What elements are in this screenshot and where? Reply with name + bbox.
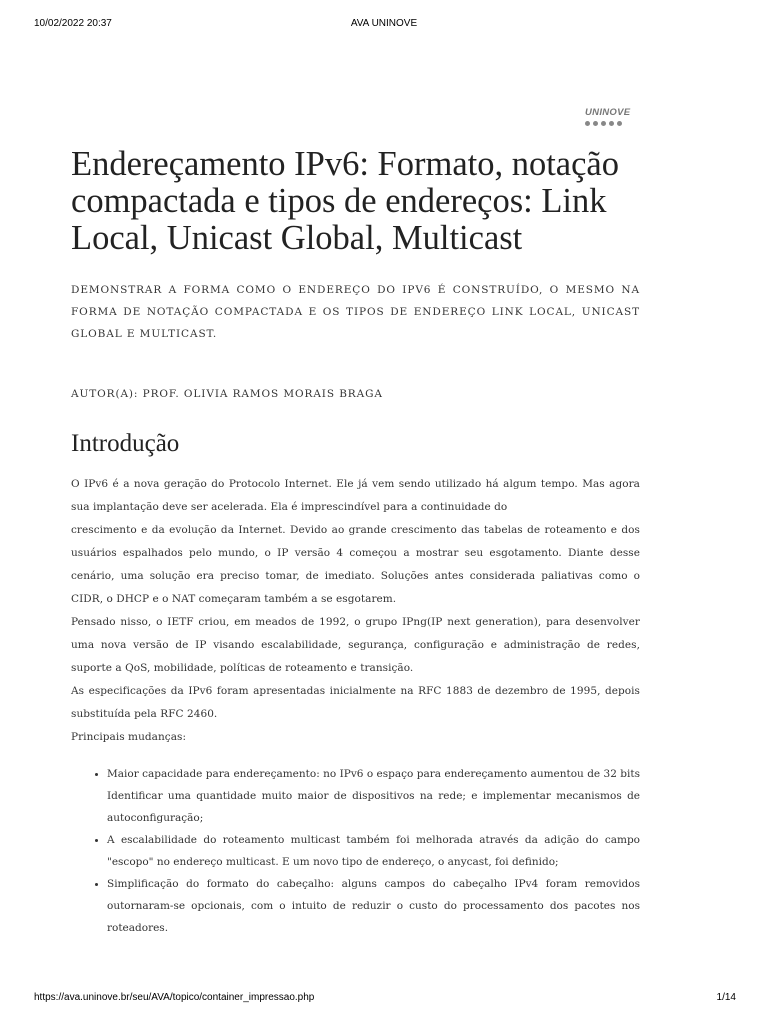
paragraph: Pensado nisso, o IETF criou, em meados de 1992, o grupo IPng(IP next generation), para desenvolver uma nova versão de IP visando escalabilidade, segurança, configuração e administração de redes, suporte a QoS, mobilidade, políticas de roteamento e transição.	[71, 616, 640, 674]
paragraph: Principais mudanças:	[71, 731, 187, 743]
paragraph: As especificações da IPv6 foram apresentadas inicialmente na RFC 1883 de dezembro de 1995, depois substituída pela RFC 2460.	[71, 685, 640, 720]
print-url: https://ava.uninove.br/seu/AVA/topico/container_impressao.php	[34, 992, 315, 1003]
article-body	[71, 473, 640, 749]
article-title: Endereçamento IPv6: Formato, notação compactada e tipos de endereços: Link Local, Unicast Global, Multicast	[71, 145, 619, 257]
logo-text: UNINOVE	[585, 107, 631, 118]
article-author: AUTOR(A): PROF. OLIVIA RAMOS MORAIS BRAGA	[71, 388, 383, 400]
list-item: • Maior capacidade para endereçamento: no IPv6 o espaço para endereçamento aumentou de 32 bits Identificar uma quantidade muito maior de dispositivos na rede; e implementar mecanismos de autoconfiguração;	[107, 763, 640, 829]
print-footer	[0, 992, 768, 1006]
print-datetime: 10/02/2022 20:37	[34, 18, 112, 29]
logo-dots	[585, 121, 637, 126]
page-number: 1/14	[716, 992, 736, 1003]
list-item: • A escalabilidade do roteamento multicast também foi melhorada através da adição do campo "escopo" no endereço multicast. E um novo tipo de endereço, o anycast, foi definido;	[107, 829, 640, 873]
changes-list	[71, 763, 640, 939]
uninove-logo	[585, 108, 637, 128]
article-subtitle: DEMONSTRAR A FORMA COMO O ENDEREÇO DO IPV6 É CONSTRUÍDO, O MESMO NA FORMA DE NOTAÇÃO COMPACTADA E OS TIPOS DE ENDEREÇO LINK LOCAL, UNICAST GLOBAL E MULTICAST.	[71, 284, 640, 340]
paragraph: O IPv6 é a nova geração do Protocolo Internet. Ele já vem sendo utilizado há algum tempo. Mas agora sua implantação deve ser acelerada. Ela é imprescindível para a continuidade do	[71, 478, 640, 513]
paragraph: crescimento e da evolução da Internet. Devido ao grande crescimento das tabelas de roteamento e dos usuários espalhados pelo mundo, o IP versão 4 começou a mostrar seu esgotamento. Diante desse cenário, uma solução era preciso tomar, de imediato. Soluções antes considerada paliativas como o CIDR, o DHCP e o NAT começaram também a se esgotarem.	[71, 524, 640, 605]
section-heading: Introdução	[71, 430, 180, 457]
article	[71, 146, 640, 939]
list-item: • Simplificação do formato do cabeçalho: alguns campos do cabeçalho IPv4 foram removidos outornaram-se opcionais, com o intuito de reduzir o custo do processamento dos pacotes nos roteadores.	[107, 873, 640, 939]
print-header	[0, 18, 768, 32]
print-site-title: AVA UNINOVE	[350, 18, 418, 29]
